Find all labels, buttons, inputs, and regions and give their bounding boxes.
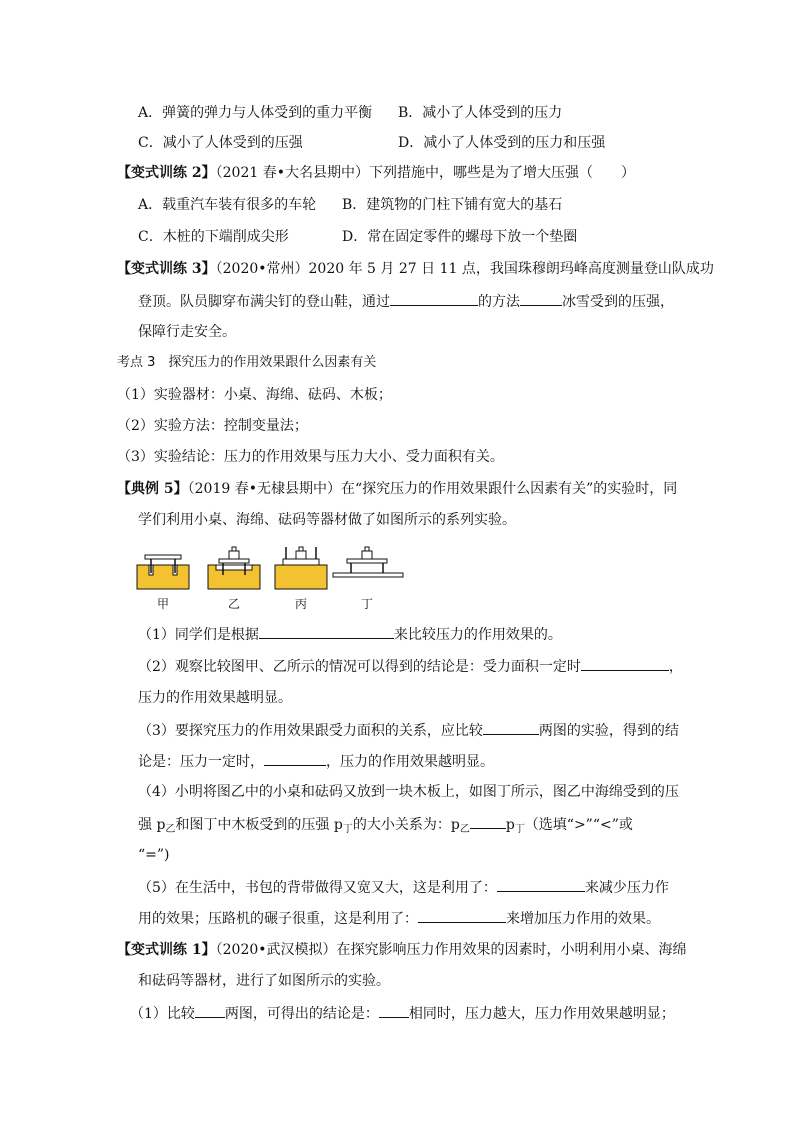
text: 强 p [138, 817, 166, 833]
subscript: 乙 [459, 824, 470, 835]
setup-jia [137, 555, 189, 589]
subscript: 乙 [165, 824, 176, 835]
example-5-stem [117, 479, 677, 499]
text: （选填“>”“<”或 [524, 817, 633, 833]
answer-blank[interactable] [259, 624, 394, 639]
example-5-q3-cont [138, 751, 494, 772]
exercise-3-line2 [138, 291, 674, 312]
exercise-text: （2020•武汉模拟）在探究影响压力作用效果的因素时，小明利用小桌、海绵 [215, 942, 687, 958]
text: 两图，可得出的结论是： [224, 1006, 379, 1022]
example-5-q5 [138, 877, 669, 898]
example-5-q4: （4）小明将图乙中的小桌和砝码又放到一块木板上，如图丁所示，图乙中海绵受到的压 [138, 784, 679, 800]
example-tag: 【典例 5】 [117, 481, 188, 497]
text: （1）同学们是根据 [138, 627, 259, 643]
option-a: A．弹簧的弹力与人体受到的重力平衡 [138, 105, 373, 121]
answer-blank[interactable] [418, 908, 506, 923]
answer-blank[interactable] [390, 291, 478, 306]
text: 来减少压力作 [584, 880, 669, 896]
answer-blank[interactable] [379, 1003, 409, 1018]
experiment-diagram [135, 545, 405, 625]
example-5-q2 [138, 656, 683, 677]
answer-blank[interactable] [581, 656, 669, 671]
figure-label-yi: 乙 [228, 597, 241, 611]
text: （3）要探究压力的作用效果跟受力面积的关系，应比较 [138, 723, 483, 739]
text: （2）观察比较图甲、乙所示的情况可以得到的结论是：受力面积一定时 [138, 659, 581, 675]
text: ， [668, 659, 683, 675]
text: 两图的实验，得到的结 [538, 723, 679, 739]
exercise-tag: 【变式训练 1】 [117, 942, 216, 958]
example-5-q2-cont: 压力的作用效果越明显。 [138, 690, 292, 706]
figure-label-ding: 丁 [361, 597, 374, 611]
example-5-q3 [138, 720, 679, 741]
figure-label-bing: 丙 [295, 597, 308, 611]
text: 的方法 [478, 294, 520, 310]
key-point-item-1: （1）实验器材：小桌、海绵、砝码、木板； [117, 387, 392, 403]
example-5-q5-cont [138, 908, 660, 929]
exercise-tag: 【变式训练 2】 [117, 165, 216, 181]
exercise-1-line2: 和砝码等器材，进行了如图所示的实验。 [138, 973, 390, 989]
exercise-text: （2021 春•大名县期中）下列措施中，哪些是为了增大压强（ ） [215, 165, 635, 181]
text: 登顶。队员脚穿布满尖钉的登山鞋，通过 [138, 294, 390, 310]
exercise-2-stem [117, 163, 635, 183]
text: 冰雪受到的压强， [562, 294, 674, 310]
exercise-3-stem [117, 259, 714, 279]
text: p [505, 817, 515, 833]
example-5-line2: 学们利用小桌、海绵、砝码等器材做了如图所示的系列实验。 [138, 512, 516, 528]
answer-blank[interactable] [483, 720, 539, 735]
key-point-item-2: （2）实验方法：控制变量法； [117, 418, 308, 434]
text: 来增加压力作用的效果。 [506, 911, 660, 927]
option-c: C．减小了人体受到的压强 [138, 135, 303, 151]
text: （5）在生活中，书包的背带做得又宽又大，这是利用了： [138, 880, 497, 896]
key-point-heading: 考点 3 探究压力的作用效果跟什么因素有关 [117, 355, 377, 370]
exercise-1-stem [117, 940, 687, 960]
answer-blank[interactable] [497, 877, 585, 892]
text: 和图丁中木板受到的压强 p [175, 817, 343, 833]
text: 来比较压力的作用效果的。 [393, 627, 562, 643]
exercise-tag: 【变式训练 3】 [117, 261, 216, 277]
ex2-option-b: B．建筑物的门柱下铺有宽大的基石 [342, 197, 563, 213]
text: 论是：压力一定时， [138, 754, 264, 770]
option-d: D．减小了人体受到的压力和压强 [398, 135, 606, 151]
subscript: 丁 [342, 824, 353, 835]
subscript: 丁 [514, 824, 525, 835]
answer-blank[interactable] [264, 751, 326, 766]
example-5-q4-cont [138, 814, 633, 840]
experiment-figure [135, 545, 405, 625]
example-text: （2019 春•无棣县期中）在“探究压力的作用效果跟什么因素有关”的实验时，同 [187, 481, 678, 497]
setup-ding [333, 547, 403, 577]
example-5-q4-end: “=”) [138, 847, 170, 863]
example-5-q1 [138, 624, 562, 645]
answer-blank[interactable] [195, 1003, 225, 1018]
text: 相同时，压力越大，压力作用效果越明显； [408, 1006, 675, 1022]
text: 的大小关系为：p [352, 817, 460, 833]
exercise-1-q1 [130, 1003, 675, 1024]
exercise-3-line3: 保障行走安全。 [138, 324, 236, 340]
text: ，压力的作用效果越明显。 [326, 754, 494, 770]
setup-yi [208, 547, 260, 589]
text: （1）比较 [130, 1006, 195, 1022]
exercise-text: （2020•常州）2020 年 5 月 27 日 11 点，我国珠穆朗玛峰高度测量登山队成功 [215, 261, 714, 277]
ex2-option-d: D．常在固定零件的螺母下放一个垫圈 [342, 229, 578, 245]
ex2-option-a: A．载重汽车装有很多的车轮 [138, 197, 317, 213]
figure-label-jia: 甲 [157, 597, 170, 611]
setup-bing [275, 547, 327, 589]
answer-blank[interactable] [470, 814, 506, 829]
ex2-option-c: C．木桩的下端削成尖形 [138, 229, 289, 245]
key-point-item-3: （3）实验结论：压力的作用效果与压力大小、受力面积有关。 [117, 449, 504, 465]
option-b: B．减小了人体受到的压力 [398, 105, 563, 121]
answer-blank[interactable] [520, 291, 562, 306]
text: 用的效果；压路机的碾子很重，这是利用了： [138, 911, 418, 927]
